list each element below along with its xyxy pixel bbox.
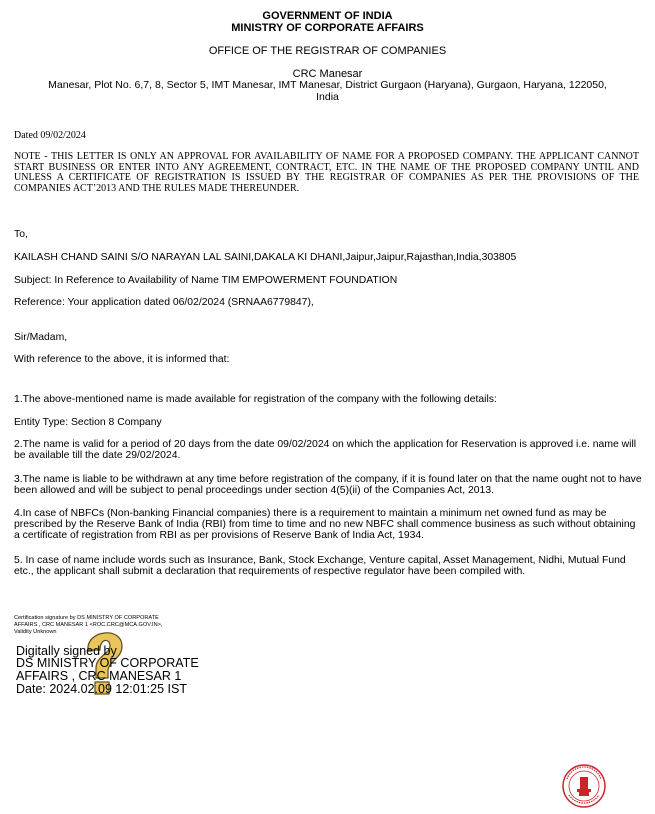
- cert-line-3: Validity Unknown: [14, 629, 57, 635]
- crc-name: CRC Manesar: [292, 68, 363, 80]
- to-line: To,: [14, 229, 28, 240]
- sig-line-3: AFFAIRS , CRC MANESAR 1: [16, 669, 182, 683]
- cert-line-1: Certification signature by DS MINISTRY OF CORPORATE: [14, 615, 159, 621]
- recipient-address: KAILASH CHAND SAINI S/O NARAYAN LAL SAINI,DAKALA KI DHANI,Jaipur,Jaipur,Rajasthan,India,303805: [14, 252, 517, 263]
- point-5: 5. In case of name include words such as Insurance, Bank, Stock Exchange, Venture capital, Asset Management, Nidhi, Mutual Fund etc., the applicant shall submit a declaration that requirements of respective regulator have been compiled with.: [14, 555, 626, 577]
- govt-title: GOVERNMENT OF INDIA: [262, 10, 393, 22]
- emblem-seal-icon: [561, 763, 607, 809]
- point-1: 1.The above-mentioned name is made available for registration of the company with the following details:: [14, 394, 497, 405]
- sig-line-4: Date: 2024.02.09 12:01:25 IST: [16, 682, 187, 696]
- sig-line-2: DS MINISTRY OF CORPORATE: [16, 656, 199, 670]
- point-2: 2.The name is valid for a period of 20 days from the date 09/02/2024 on which the application for Reservation is approved i.e. name will be available till the date 29/02/2024.: [14, 439, 637, 461]
- subject-line: Subject: In Reference to Availability of Name TIM EMPOWERMENT FOUNDATION: [14, 275, 398, 286]
- cert-line-2: AFFAIRS , CRC MANESAR 1 <ROC.CRC@MCA.GOV.IN>,: [14, 622, 163, 628]
- ministry-title: MINISTRY OF CORPORATE AFFAIRS: [231, 22, 424, 34]
- office-address: Manesar, Plot No. 6,7, 8, Sector 5, IMT Manesar, IMT Manesar, District Gurgaon (Haryana), Gurgaon, Haryana, 122050,: [48, 79, 607, 91]
- letter-date: Dated 09/02/2024: [14, 130, 86, 141]
- approval-note: NOTE - THIS LETTER IS ONLY AN APPROVAL FOR AVAILABILITY OF NAME FOR A PROPOSED COMPANY. THE APPLICANT CANNOT START BUSINESS OR ENTER INTO ANY AGREEMENT, CONTRACT, ETC. IN THE NAME OF THE PROPOSED COMPANY UNTIL AND UNLESS A CERTIFICATE OF REGISTRATION IS ISSUED BY THE REGISTRAR OF COMPANIES AS PER THE PROVISIONS OF THE COMPANIES ACT’2013 AND THE RULES MADE THEREUNDER.: [14, 151, 639, 194]
- office-title: OFFICE OF THE REGISTRAR OF COMPANIES: [208, 45, 447, 57]
- reference-line: Reference: Your application dated 06/02/2024 (SRNAA6779847),: [14, 297, 314, 308]
- point-3: 3.The name is liable to be withdrawn at any time before registration of the company, if it is found later on that the name ought not to have been allowed and will be subject to penal proceedings under section 4(5)(ii) of the Companies Act, 2013.: [14, 474, 642, 496]
- point-4: 4.In case of NBFCs (Non-banking Financial companies) there is a requirement to maintain a minimum net owned fund as may be prescribed by the Reserve Bank of India (RBI) from time to time and no new NBFC shall commence business as such without obtaining a certificate of registration from RBI as per provisions of Reserve Bank of India Act, 1934.: [14, 508, 636, 541]
- entity-type: Entity Type: Section 8 Company: [14, 417, 162, 428]
- salutation: Sir/Madam,: [14, 332, 68, 343]
- intro-line: With reference to the above, it is informed that:: [14, 354, 230, 365]
- office-address-country: India: [316, 91, 339, 103]
- sig-line-1: Digitally signed by: [16, 644, 117, 658]
